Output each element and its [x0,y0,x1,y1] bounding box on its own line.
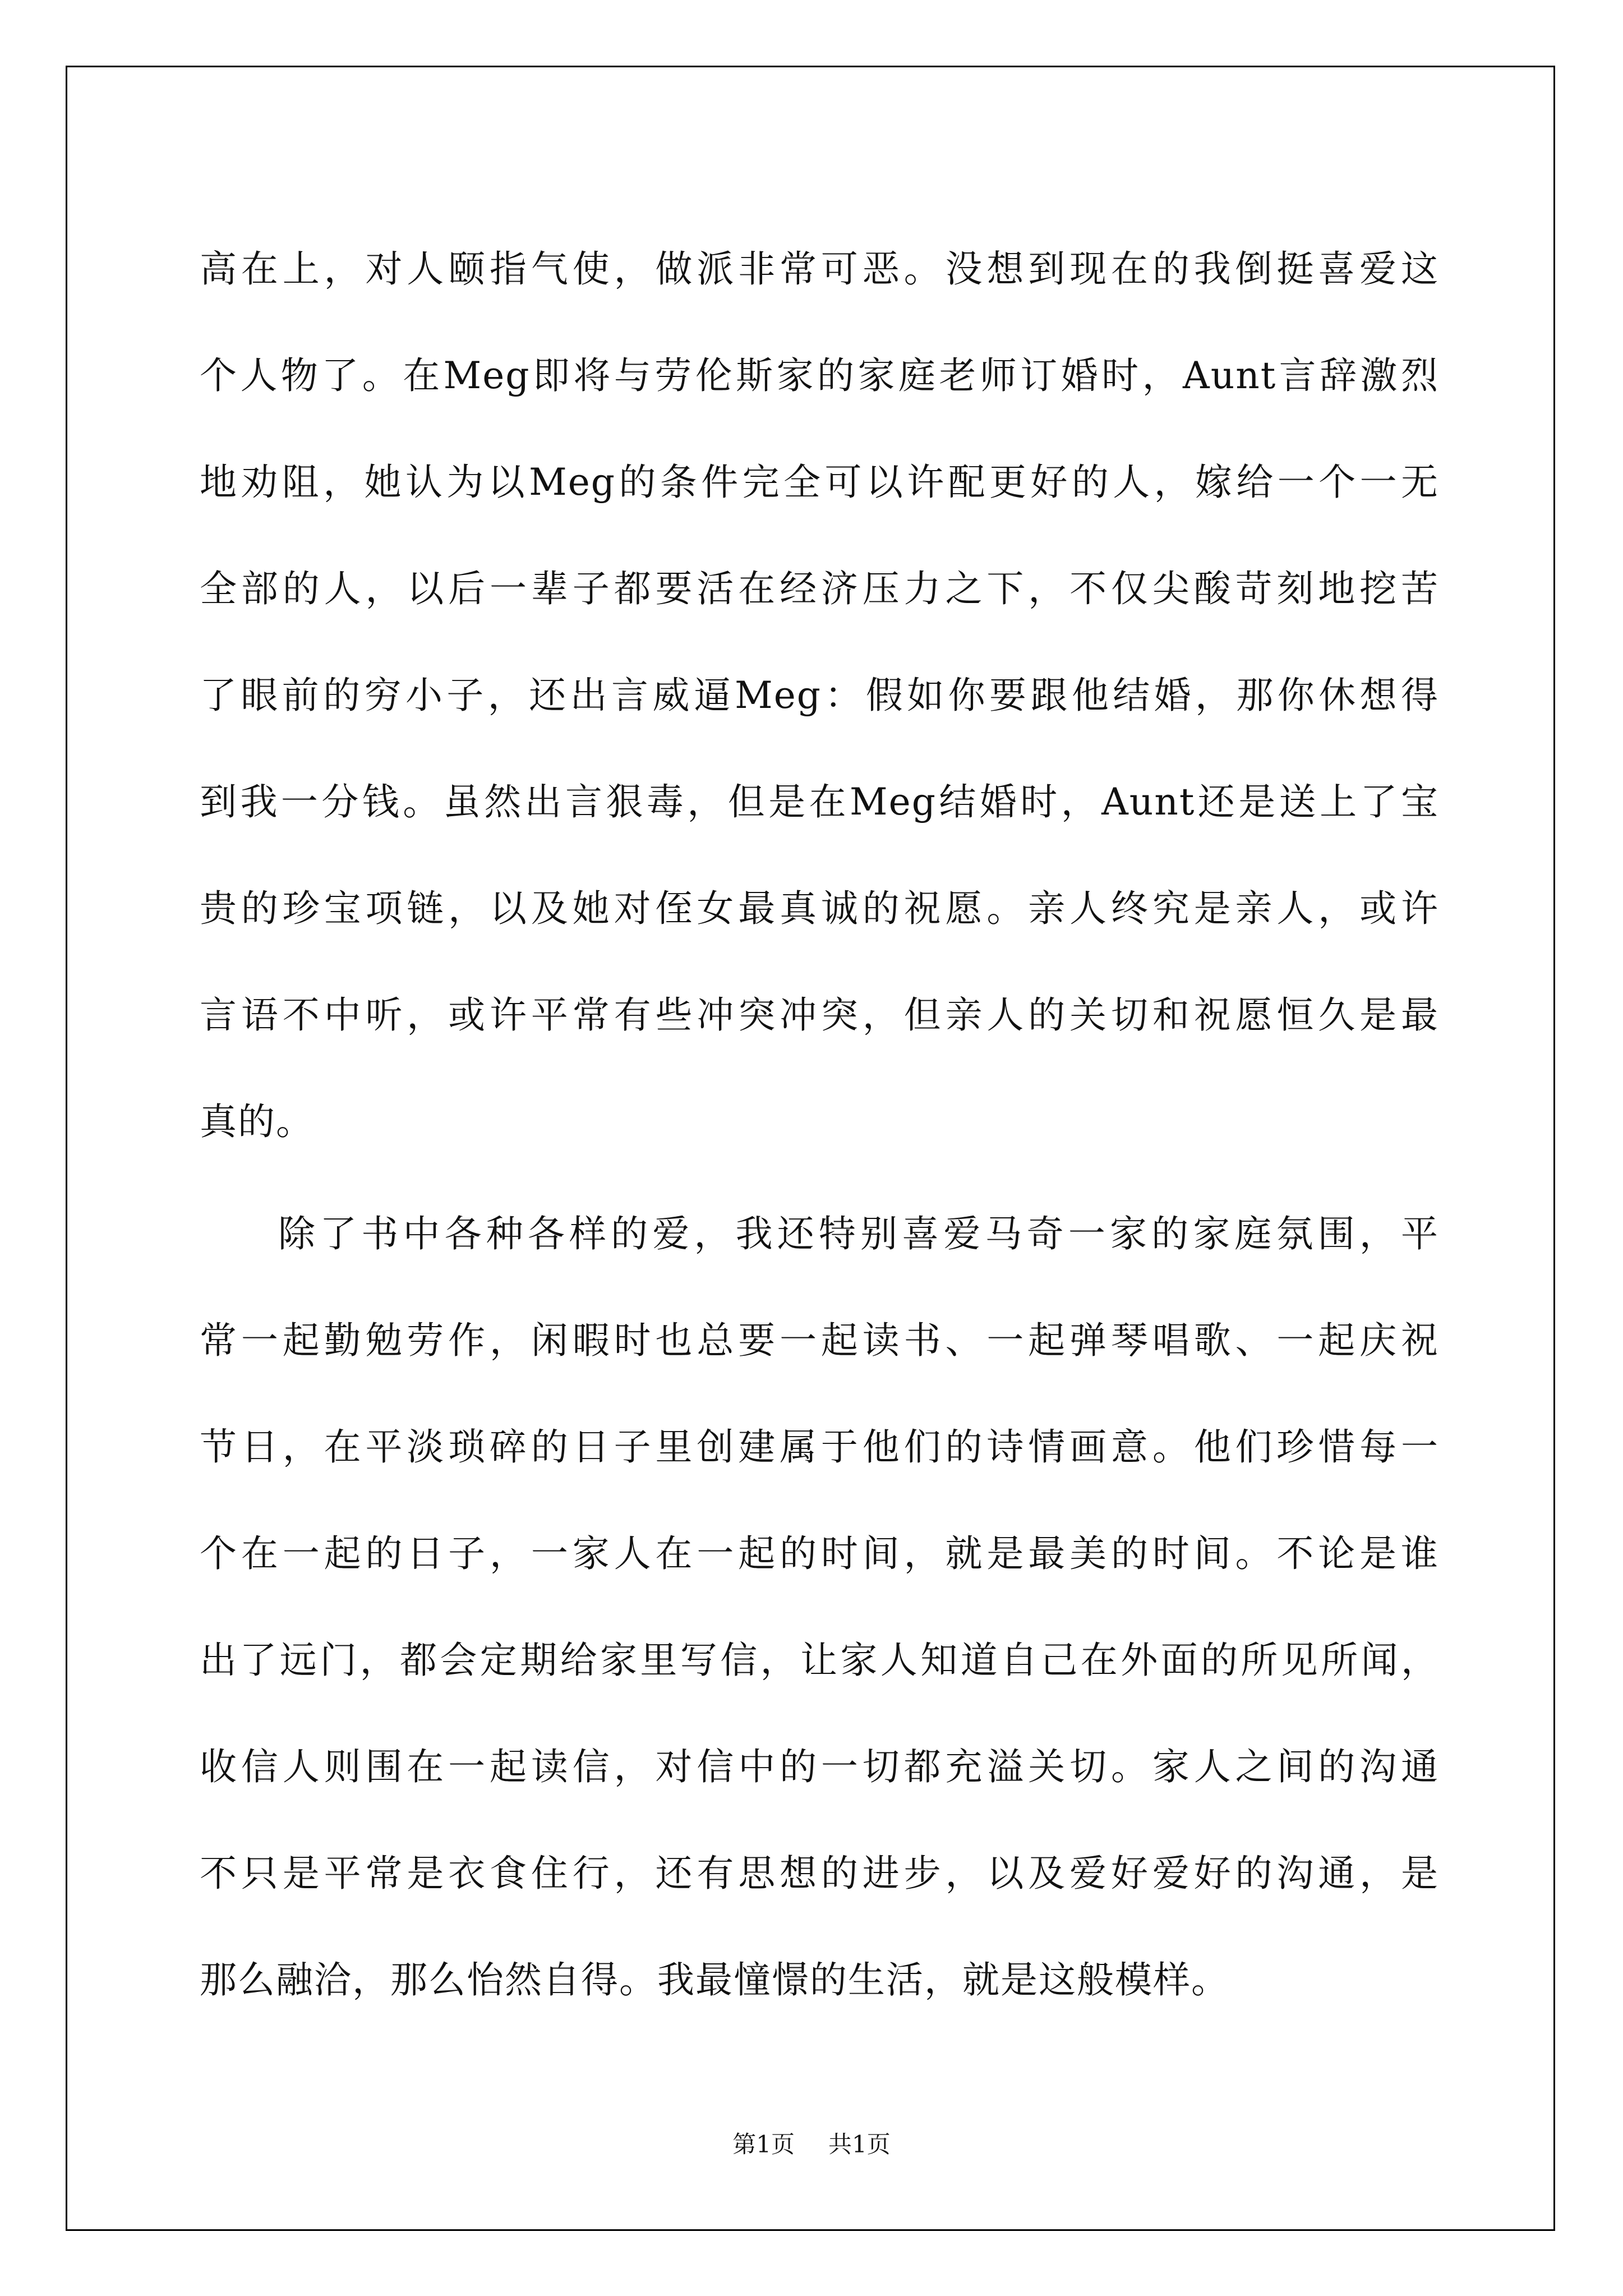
text-line [200,642,1439,749]
line-text: 到我一分钱。虽然出言狠毒，但是在Meg结婚时，Aunt还是送上了宝 [200,780,1439,823]
text-line [200,962,1439,1069]
line-text: 那么融洽，那么怡然自得。我最憧憬的生活，就是这般模样。 [200,1958,1229,2001]
text-line [200,429,1439,536]
document-body [200,216,1439,2033]
text-line [200,323,1439,429]
text-line [200,1394,1439,1501]
line-text: 地劝阻，她认为以Meg的条件完全可以许配更好的人，嫁给一个一无 [200,461,1439,504]
line-text: 出了远门，都会定期给家里写信，让家人知道自己在外面的所见所闻， [200,1639,1439,1682]
line-text: 全部的人，以后一辈子都要活在经济压力之下，不仅尖酸苛刻地挖苦 [200,567,1439,610]
line-text: 收信人则围在一起读信，对信中的一切都充溢关切。家人之间的沟通 [200,1745,1439,1788]
line-text: 了眼前的穷小子，还出言威逼Meg：假如你要跟他结婚，那你休想得 [200,674,1439,717]
line-text: 真的。 [200,1100,314,1143]
line-text: 节日，在平淡琐碎的日子里创建属于他们的诗情画意。他们珍惜每一 [200,1425,1439,1469]
text-line [200,1820,1439,1927]
paragraph-gap [200,1175,1439,1181]
line-text: 除了书中各种各样的爱，我还特别喜爱马奇一家的家庭氛围，平 [278,1212,1439,1255]
line-text: 高在上，对人颐指气使，做派非常可恶。没想到现在的我倒挺喜爱这 [200,247,1439,291]
text-line [200,749,1439,855]
text-line [200,1714,1439,1820]
line-text: 常一起勤勉劳作，闲暇时也总要一起读书、一起弹琴唱歌、一起庆祝 [200,1319,1439,1362]
text-line [200,1287,1439,1394]
line-text: 贵的珍宝项链，以及她对侄女最真诚的祝愿。亲人终究是亲人，或许 [200,887,1439,930]
text-line [200,1607,1439,1714]
text-line [200,1927,1439,2033]
text-line [200,1069,1439,1175]
text-line [200,855,1439,962]
text-line [200,536,1439,642]
line-text: 不只是平常是衣食住行，还有思想的进步，以及爱好爱好的沟通，是 [200,1852,1439,1895]
text-line [200,1501,1439,1607]
page-number: 第1页 [732,2131,795,2158]
line-text: 言语不中听，或许平常有些冲突冲突，但亲人的关切和祝愿恒久是最 [200,993,1439,1037]
line-text: 个在一起的日子，一家人在一起的时间，就是最美的时间。不论是谁 [200,1532,1439,1575]
line-text: 个人物了。在Meg即将与劳伦斯家的家庭老师订婚时，Aunt言辞激烈 [200,354,1439,397]
text-line [200,1181,1439,1287]
page-footer [0,2126,1623,2160]
text-line [200,216,1439,323]
page-total: 共1页 [828,2131,891,2158]
